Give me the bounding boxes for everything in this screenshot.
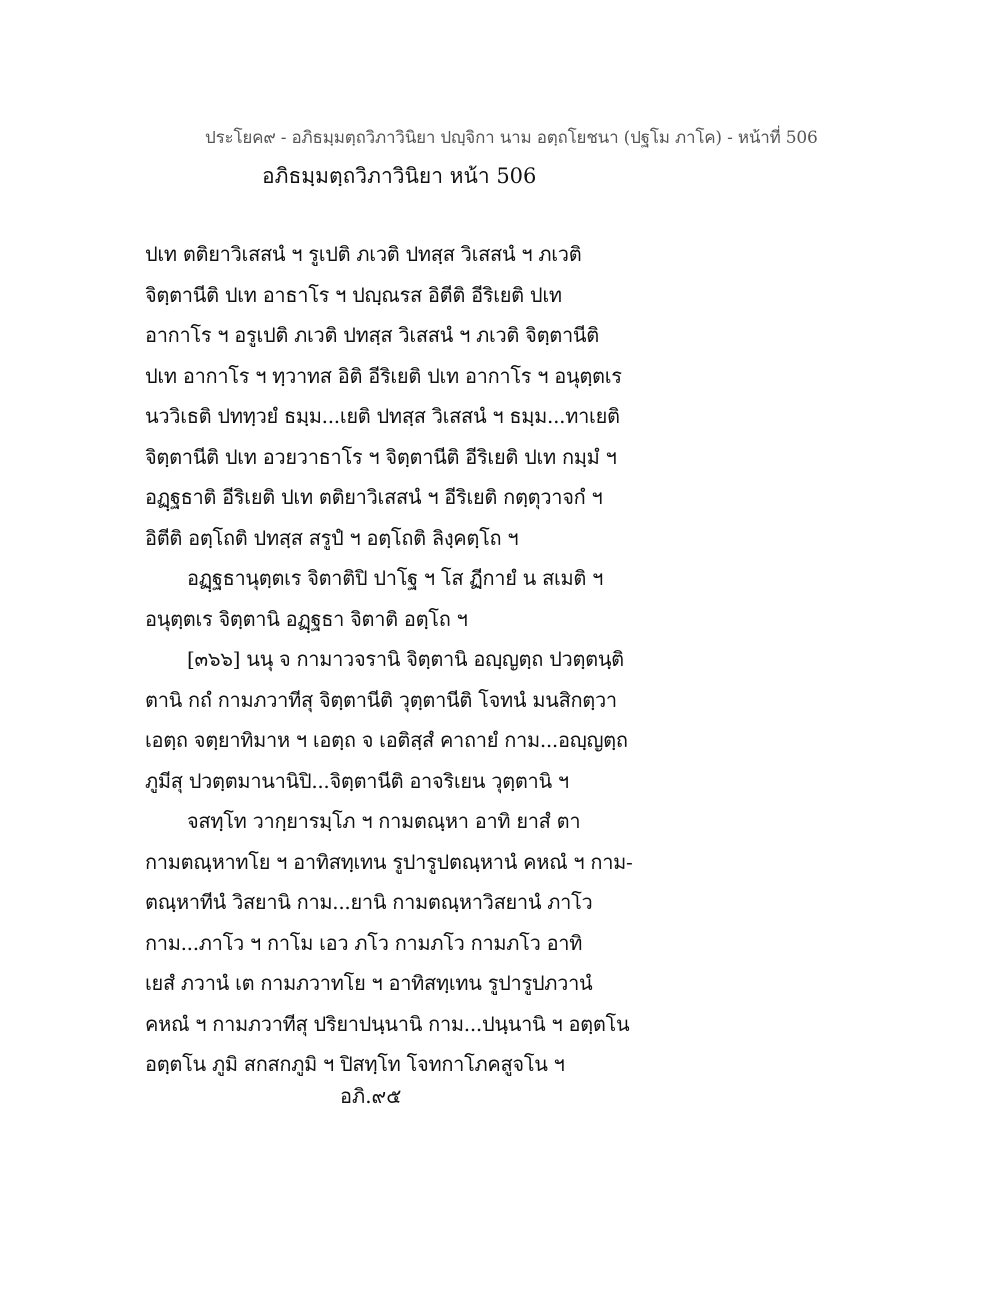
text-line: ตณฺหาทีนํ วิสยานิ กาม...ยานิ กามตณฺหาวิสยานํ ภาโว — [145, 890, 593, 914]
body-text — [145, 240, 645, 1091]
text-line: คหณํ ฯ กามภวาทีสุ ปริยาปนฺนานิ กาม...ปนฺนานิ ฯ อตฺตโน — [145, 1011, 630, 1036]
text-line: อฏฺฐธาติ อีริเยติ ปเท ตติยาวิเสสนํ ฯ อีริเยติ กตฺตุวาจกํ ฯ — [145, 485, 603, 509]
text-line: อตฺตโน ภูมิ สกสกภูมิ ฯ ปิสทฺโท โจทกาโภคสูจโน ฯ — [145, 1052, 565, 1076]
text-line: เอตฺถ จตฺยาทิมาห ฯ เอตฺถ จ เอติสฺสํ คาถายํ กาม...อญฺญตฺถ — [145, 728, 628, 752]
text-line: เยสํ ภวานํ เต กามภวาทโย ฯ อาทิสทฺเทน รูปารูปภวานํ — [145, 971, 593, 995]
text-line: อากาโร ฯ อรูเปติ ภเวติ ปทสฺส วิเสสนํ ฯ ภเวติ จิตฺตานีติ — [145, 323, 599, 347]
text-line-indented: จสทฺโท วากฺยารมฺโภ ฯ กามตณฺหา อาทิ ยาสํ ตา — [187, 809, 581, 833]
text-line: ปเท อากาโร ฯ ทฺวาทส อิติ อีริเยติ ปเท อากาโร ฯ อนุตฺตเร — [145, 363, 622, 388]
text-line-indented: อฏฺฐธานุตฺตเร จิตาติปิ ปาโฐ ฯ โส ฏีกายํ น สเมติ ฯ — [187, 566, 604, 590]
text-line: จิตฺตานีติ ปเท อวยวาธาโร ฯ จิตฺตานีติ อีริเยติ ปเท กมฺมํ ฯ — [145, 444, 617, 469]
page-title: อภิธมฺมตฺถวิภาวินิยา หน้า 506 — [262, 164, 537, 188]
text-line: กามตณฺหาทโย ฯ อาทิสทฺเทน รูปารูปตณฺหานํ คหณํ ฯ กาม- — [145, 849, 633, 874]
text-line: อนุตฺตเร จิตฺตานิ อฏฺฐธา จิตาติ อตฺโถ ฯ — [145, 606, 468, 631]
text-line: นววิเธติ ปททฺวยํ ธมฺม...เยติ ปทสฺส วิเสสนํ ฯ ธมฺม...ทาเยติ — [145, 404, 620, 428]
text-line: ตานิ กถํ กามภวาทีสุ จิตฺตานีติ วุตฺตานีติ โจทนํ มนสิกตฺวา — [145, 687, 617, 712]
page-number: อภิ.๙๕ — [340, 1084, 402, 1108]
text-line: กาม...ภาโว ฯ กาโม เอว ภโว กามภโว กามภโว อาทิ — [145, 930, 583, 955]
text-line-indented: [๓๖๖] นนุ จ กามาวจรานิ จิตฺตานิ อญฺญตฺถ ปวตฺตนฺติ — [187, 647, 624, 671]
text-line: ภูมีสุ ปวตฺตมานานิปิ...จิตฺตานีติ อาจริเยน วุตฺตานิ ฯ — [145, 768, 569, 793]
running-header: ประโยค๙ - อภิธมฺมตฺถวิภาวินิยา ปญฺจิกา นาม อตฺถโยชนา (ปฐโม ภาโค) - หน้าที่ 506 — [205, 128, 818, 148]
text-line: ปเท ตติยาวิเสสนํ ฯ รูเปติ ภเวติ ปทสฺส วิเสสนํ ฯ ภเวติ — [145, 242, 582, 266]
text-line: อิตีติ อตฺโถติ ปทสฺส สรูปํ ฯ อตฺโถติ ลิงฺคตฺโถ ฯ — [145, 525, 519, 550]
text-line: จิตฺตานีติ ปเท อาธาโร ฯ ปญฺณรส อิตีติ อีริเยติ ปเท — [145, 282, 562, 307]
